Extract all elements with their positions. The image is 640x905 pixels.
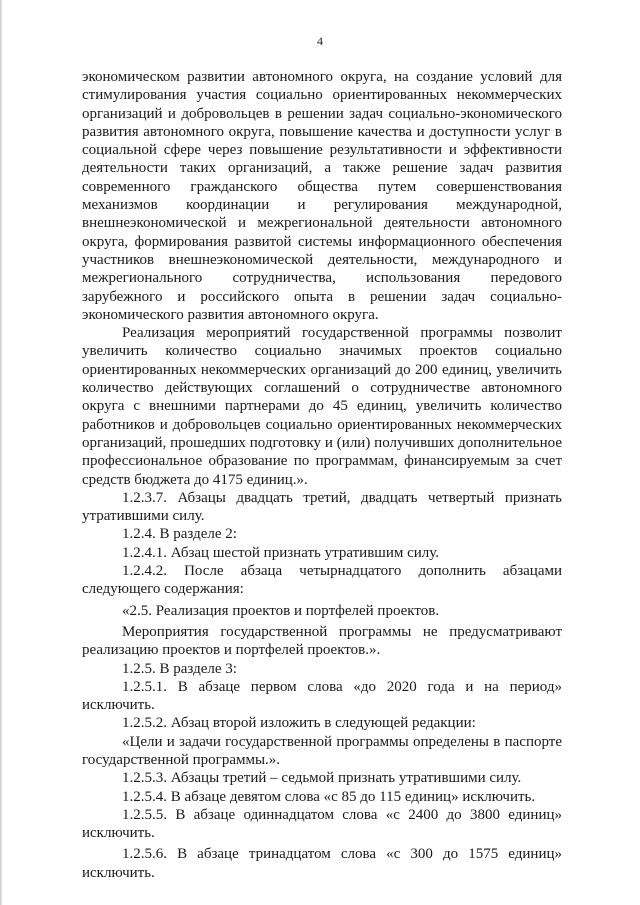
paragraph-1-2-5-4: 1.2.5.4. В абзаце девятом слова «с 85 до 115 единиц» исключить. [122,788,536,805]
scan-left-edge-shadow [0,0,3,905]
paragraph-program-results: Реализация мероприятий государственной программы позволит увеличить количество социально значимых проектов социально ориентированных некоммерческих организаций до 200 единиц, увеличить количество действующих соглашений о сотрудничестве автономного округа с внешними партнерами до 45 единиц, увеличить количество работников и добровольцев социально ориентированных некоммерческих организаций, прошедших подготовку и (или) получивших дополнительное профессиональное образование по программам, финансируемым за счет средств бюджета до 4175 единиц.». [82,325,562,488]
paragraph-section-2-5-body: Мероприятия государственной программы не предусматривают реализацию проектов и портфелей проектов.». [82,623,562,659]
paragraph-1-2-5-1: 1.2.5.1. В абзаце первом слова «до 2020 года и на период» исключить. [82,678,562,714]
paragraph-continuation: экономическом развитии автономного округа, на создание условий для стимулирования участия социально ориентированных некоммерческих организаций и добровольцев в решении задач социально-экономического развития автономного округа, повышение качества и доступности услуг в социальной сфере через повышение результативности и эффективности деятельности таких организаций, а также решение задач развития современного гражданского общества путем совершенствования механизмов координации и регулирования международной, внешнеэкономической и межрегиональной деятельности автономного округа, формирования развитой системы информационного обеспечения участников внешнеэкономической деятельности, международного и межрегионального сотрудничества, использования передового зарубежного и российского опыта в решении задач социально-экономического развития автономного округа. [82,69,562,323]
paragraph-1-2-5-3: 1.2.5.3. Абзацы третий – седьмой признать утратившими силу. [122,770,522,787]
paragraph-section-2-5-title: «2.5. Реализация проектов и портфелей проектов. [122,602,440,619]
document-body [82,68,562,882]
paragraph-1-2-5-2: 1.2.5.2. Абзац второй изложить в следующей редакции: [122,715,476,732]
paragraph-new-wording: «Цели и задачи государственной программы определены в паспорте государственной программы.». [82,733,562,768]
paragraph-1-2-4-1: 1.2.4.1. Абзац шестой признать утратившим силу. [122,544,440,561]
paragraph-1-2-3-7: 1.2.3.7. Абзацы двадцать третий, двадцать четвертый признать утратившими силу. [82,489,562,525]
paragraph-1-2-5-5: 1.2.5.5. В абзаце одиннадцатом слова «с 2400 до 3800 единиц» исключить. [82,806,562,842]
paragraph-1-2-4-2: 1.2.4.2. После абзаца четырнадцатого дополнить абзацами следующего содержания: [82,563,562,598]
paragraph-1-2-4: 1.2.4. В разделе 2: [122,526,237,543]
paragraph-1-2-5-6: 1.2.5.6. В абзаце тринадцатом слова «с 300 до 1575 единиц» исключить. [82,846,562,881]
paragraph-1-2-5: 1.2.5. В разделе 3: [122,660,237,677]
page-number: 4 [317,34,323,48]
